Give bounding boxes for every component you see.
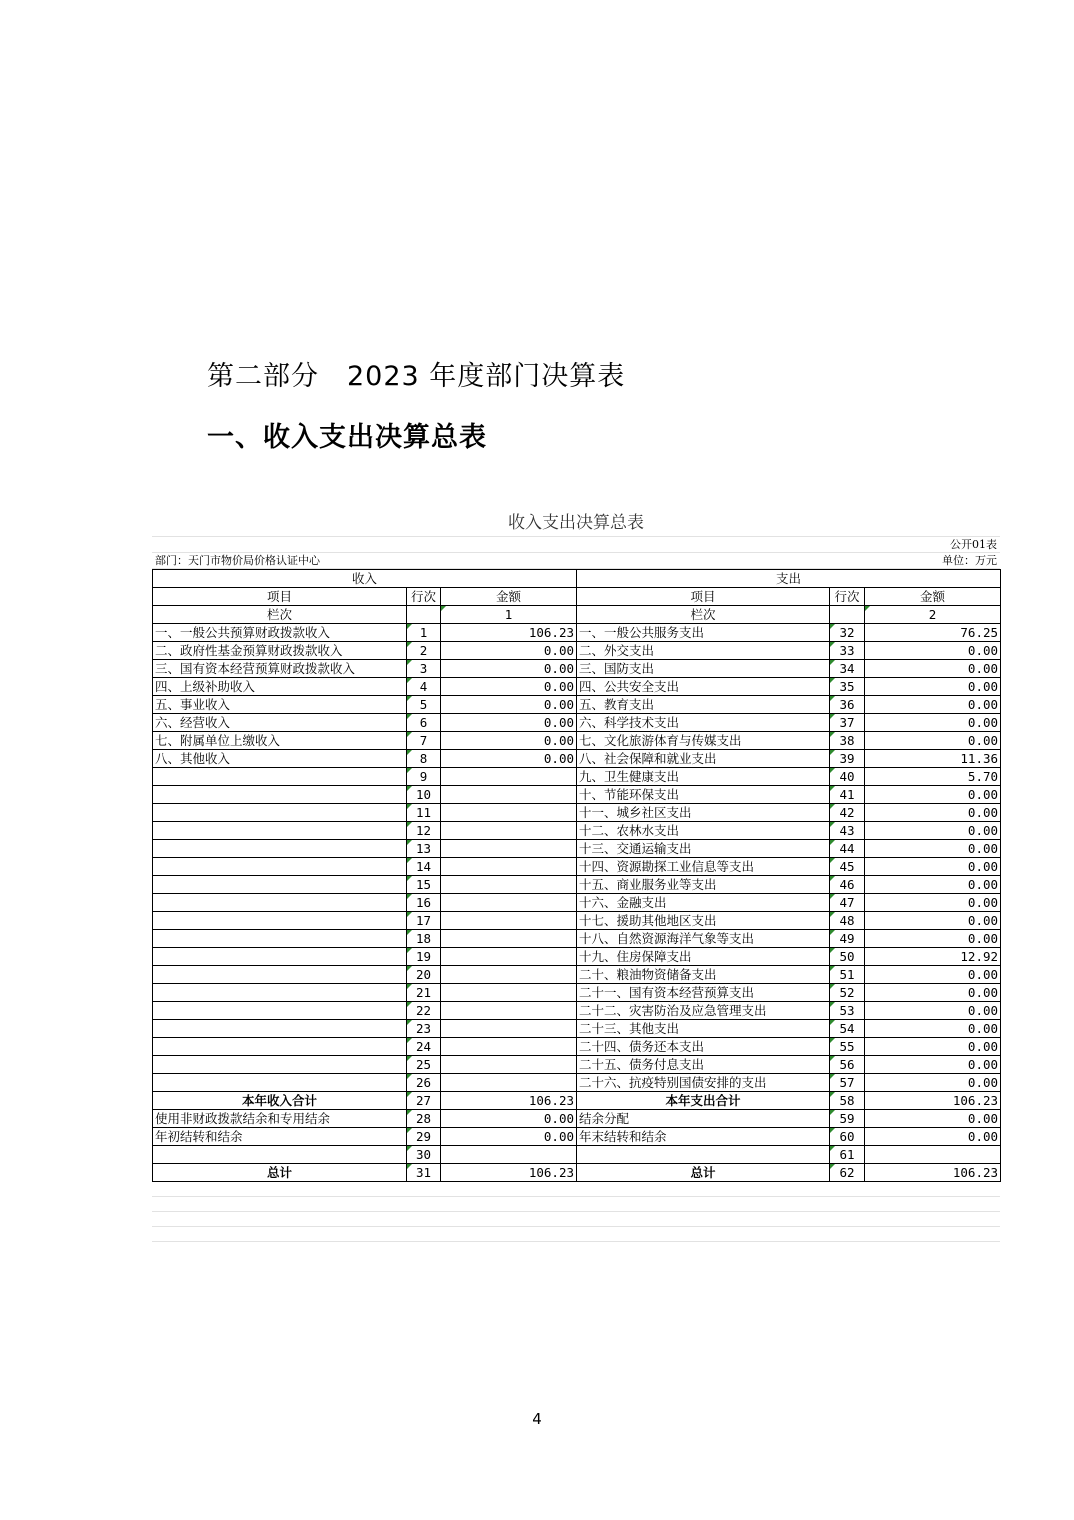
income-row-number: 5 <box>407 696 441 714</box>
expense-row-number: 38 <box>830 732 865 750</box>
income-item <box>153 768 407 786</box>
table-row <box>153 840 1001 858</box>
expense-amount: 0.00 <box>865 1002 1001 1020</box>
income-amount: 0.00 <box>441 642 577 660</box>
income-item <box>153 1020 407 1038</box>
income-item: 一、一般公共预算财政拨款收入 <box>153 624 407 642</box>
expense-row-number: 37 <box>830 714 865 732</box>
expense-item: 九、卫生健康支出 <box>577 768 830 786</box>
table-row <box>153 912 1001 930</box>
income-total-item: 总计 <box>153 1164 407 1182</box>
column-header-row <box>153 588 1001 606</box>
table-row <box>153 1002 1001 1020</box>
table-row <box>153 804 1001 822</box>
expense-row-number: 42 <box>830 804 865 822</box>
income-item: 七、附属单位上缴收入 <box>153 732 407 750</box>
income-row-number: 24 <box>407 1038 441 1056</box>
expense-item: 十八、自然资源海洋气象等支出 <box>577 930 830 948</box>
department-label: 部门：天门市物价局价格认证中心 <box>155 554 320 567</box>
income-amount: 106.23 <box>441 624 577 642</box>
expense-amount: 0.00 <box>865 1074 1001 1092</box>
expense-item: 二、外交支出 <box>577 642 830 660</box>
income-total-item <box>153 1146 407 1164</box>
income-index-blank <box>407 606 441 624</box>
table-row <box>153 822 1001 840</box>
expense-amount: 0.00 <box>865 894 1001 912</box>
expense-row-number: 41 <box>830 786 865 804</box>
income-row-number: 22 <box>407 1002 441 1020</box>
income-total-row-number: 28 <box>407 1110 441 1128</box>
expense-item: 十七、援助其他地区支出 <box>577 912 830 930</box>
income-amount: 0.00 <box>441 696 577 714</box>
expense-amount: 0.00 <box>865 858 1001 876</box>
expense-item: 二十五、债务付息支出 <box>577 1056 830 1074</box>
income-amount-header: 金额 <box>441 588 577 606</box>
income-row-number: 15 <box>407 876 441 894</box>
income-item <box>153 948 407 966</box>
expense-row-number: 55 <box>830 1038 865 1056</box>
expense-item: 十六、金融支出 <box>577 894 830 912</box>
expense-item: 二十一、国有资本经营预算支出 <box>577 984 830 1002</box>
income-total-amount <box>441 1146 577 1164</box>
table-heading: 一、收入支出决算总表 <box>207 422 487 453</box>
income-row-number: 9 <box>407 768 441 786</box>
expense-item: 十三、交通运输支出 <box>577 840 830 858</box>
expense-total-row-number: 58 <box>830 1092 865 1110</box>
income-amount <box>441 858 577 876</box>
income-row-header: 行次 <box>407 588 441 606</box>
expense-amount: 0.00 <box>865 642 1001 660</box>
expense-row-number: 46 <box>830 876 865 894</box>
income-item: 二、政府性基金预算财政拨款收入 <box>153 642 407 660</box>
income-item-header: 项目 <box>153 588 407 606</box>
expense-amount: 0.00 <box>865 678 1001 696</box>
income-amount <box>441 948 577 966</box>
expense-total-row-number: 61 <box>830 1146 865 1164</box>
expense-row-number: 54 <box>830 1020 865 1038</box>
table-row <box>153 858 1001 876</box>
expense-amount: 0.00 <box>865 966 1001 984</box>
expense-row-number: 40 <box>830 768 865 786</box>
income-item: 三、国有资本经营预算财政拨款收入 <box>153 660 407 678</box>
expense-amount: 0.00 <box>865 822 1001 840</box>
income-amount <box>441 912 577 930</box>
expense-row-number: 48 <box>830 912 865 930</box>
income-item <box>153 822 407 840</box>
income-item: 五、事业收入 <box>153 696 407 714</box>
income-amount <box>441 804 577 822</box>
expense-row-number: 35 <box>830 678 865 696</box>
expense-item: 四、公共安全支出 <box>577 678 830 696</box>
sheet-title: 收入支出决算总表 <box>152 510 1000 537</box>
expense-amount: 0.00 <box>865 804 1001 822</box>
table-row <box>153 678 1001 696</box>
income-total-amount: 0.00 <box>441 1110 577 1128</box>
income-row-number: 21 <box>407 984 441 1002</box>
income-amount: 0.00 <box>441 732 577 750</box>
expense-index-value: 2 <box>865 606 1001 624</box>
expense-item-header: 项目 <box>577 588 830 606</box>
expense-row-number: 47 <box>830 894 865 912</box>
income-amount <box>441 930 577 948</box>
expense-row-number: 43 <box>830 822 865 840</box>
expense-amount: 0.00 <box>865 876 1001 894</box>
income-item <box>153 840 407 858</box>
income-row-number: 6 <box>407 714 441 732</box>
income-amount <box>441 1038 577 1056</box>
expense-total-item <box>577 1146 830 1164</box>
expense-amount: 5.70 <box>865 768 1001 786</box>
expense-row-number: 32 <box>830 624 865 642</box>
income-row-number: 26 <box>407 1074 441 1092</box>
income-total-item: 年初结转和结余 <box>153 1128 407 1146</box>
income-row-number: 12 <box>407 822 441 840</box>
income-row-number: 3 <box>407 660 441 678</box>
expense-row-number: 45 <box>830 858 865 876</box>
income-amount: 0.00 <box>441 750 577 768</box>
expense-item: 十九、住房保障支出 <box>577 948 830 966</box>
income-amount <box>441 840 577 858</box>
expense-amount: 0.00 <box>865 1038 1001 1056</box>
expense-amount: 0.00 <box>865 660 1001 678</box>
empty-grid-row <box>152 1227 1000 1242</box>
income-total-row-number: 27 <box>407 1092 441 1110</box>
income-item <box>153 858 407 876</box>
spreadsheet <box>152 510 1000 1242</box>
expense-total-row-number: 59 <box>830 1110 865 1128</box>
income-amount <box>441 1074 577 1092</box>
income-row-number: 13 <box>407 840 441 858</box>
income-row-number: 18 <box>407 930 441 948</box>
expense-row-number: 44 <box>830 840 865 858</box>
expense-row-number: 36 <box>830 696 865 714</box>
table-row <box>153 750 1001 768</box>
expense-row-number: 57 <box>830 1074 865 1092</box>
income-item <box>153 1056 407 1074</box>
table-row <box>153 1020 1001 1038</box>
expense-amount: 0.00 <box>865 1056 1001 1074</box>
income-amount <box>441 1056 577 1074</box>
table-row <box>153 660 1001 678</box>
table-row <box>153 624 1001 642</box>
expense-amount: 11.36 <box>865 750 1001 768</box>
table-row <box>153 714 1001 732</box>
expense-item: 十四、资源勘探工业信息等支出 <box>577 858 830 876</box>
expense-total-amount: 106.23 <box>865 1164 1001 1182</box>
income-item <box>153 804 407 822</box>
expense-total-item: 本年支出合计 <box>577 1092 830 1110</box>
expense-item: 一、一般公共服务支出 <box>577 624 830 642</box>
income-total-amount: 106.23 <box>441 1092 577 1110</box>
expense-item: 七、文化旅游体育与传媒支出 <box>577 732 830 750</box>
expense-row-number: 49 <box>830 930 865 948</box>
expense-total-row-number: 60 <box>830 1128 865 1146</box>
income-item <box>153 984 407 1002</box>
expense-row-number: 33 <box>830 642 865 660</box>
income-row-number: 8 <box>407 750 441 768</box>
form-code: 公开01表 <box>950 538 997 551</box>
expense-item: 二十二、灾害防治及应急管理支出 <box>577 1002 830 1020</box>
income-item: 八、其他收入 <box>153 750 407 768</box>
income-total-amount: 0.00 <box>441 1128 577 1146</box>
expense-row-number: 51 <box>830 966 865 984</box>
expense-total-amount <box>865 1146 1001 1164</box>
expense-amount: 0.00 <box>865 930 1001 948</box>
income-item <box>153 930 407 948</box>
income-row-number: 19 <box>407 948 441 966</box>
income-row-number: 1 <box>407 624 441 642</box>
total-row <box>153 1164 1001 1182</box>
page-number: 4 <box>532 1410 542 1428</box>
expense-amount: 0.00 <box>865 696 1001 714</box>
expense-amount: 0.00 <box>865 840 1001 858</box>
table-row <box>153 1074 1001 1092</box>
income-row-number: 14 <box>407 858 441 876</box>
income-amount <box>441 876 577 894</box>
income-index-value: 1 <box>441 606 577 624</box>
section-header-row <box>153 570 1001 588</box>
form-code-row <box>152 537 1000 553</box>
empty-grid-row <box>152 1197 1000 1212</box>
income-row-number: 16 <box>407 894 441 912</box>
income-item <box>153 966 407 984</box>
table-row <box>153 894 1001 912</box>
total-row <box>153 1092 1001 1110</box>
expense-total-amount: 106.23 <box>865 1092 1001 1110</box>
income-total-row-number: 29 <box>407 1128 441 1146</box>
expense-item: 二十、粮油物资储备支出 <box>577 966 830 984</box>
table-row <box>153 876 1001 894</box>
expense-item: 十、节能环保支出 <box>577 786 830 804</box>
income-header: 收入 <box>153 570 577 588</box>
income-item <box>153 1074 407 1092</box>
table-row <box>153 966 1001 984</box>
income-row-number: 10 <box>407 786 441 804</box>
expense-item: 十二、农林水支出 <box>577 822 830 840</box>
table-row <box>153 984 1001 1002</box>
income-amount: 0.00 <box>441 678 577 696</box>
department-row <box>152 553 1000 569</box>
empty-grid-row <box>152 1212 1000 1227</box>
income-item <box>153 876 407 894</box>
total-row <box>153 1110 1001 1128</box>
expense-item: 三、国防支出 <box>577 660 830 678</box>
expense-item: 八、社会保障和就业支出 <box>577 750 830 768</box>
income-row-number: 20 <box>407 966 441 984</box>
expense-amount-header: 金额 <box>865 588 1001 606</box>
income-amount <box>441 822 577 840</box>
expense-item: 六、科学技术支出 <box>577 714 830 732</box>
expense-item: 十一、城乡社区支出 <box>577 804 830 822</box>
total-row <box>153 1146 1001 1164</box>
expense-total-item: 总计 <box>577 1164 830 1182</box>
expense-amount: 12.92 <box>865 948 1001 966</box>
income-amount <box>441 984 577 1002</box>
income-total-amount: 106.23 <box>441 1164 577 1182</box>
column-index-row <box>153 606 1001 624</box>
income-index-label: 栏次 <box>153 606 407 624</box>
table-row <box>153 786 1001 804</box>
expense-header: 支出 <box>577 570 1001 588</box>
income-item <box>153 1038 407 1056</box>
income-row-number: 2 <box>407 642 441 660</box>
expense-amount: 0.00 <box>865 786 1001 804</box>
expense-amount: 76.25 <box>865 624 1001 642</box>
income-amount <box>441 966 577 984</box>
empty-grid-row <box>152 1182 1000 1197</box>
expense-amount: 0.00 <box>865 732 1001 750</box>
income-item <box>153 786 407 804</box>
expense-item: 十五、商业服务业等支出 <box>577 876 830 894</box>
expense-amount: 0.00 <box>865 714 1001 732</box>
income-item <box>153 1002 407 1020</box>
expense-item: 二十三、其他支出 <box>577 1020 830 1038</box>
income-amount: 0.00 <box>441 714 577 732</box>
expense-amount: 0.00 <box>865 984 1001 1002</box>
expense-row-number: 53 <box>830 1002 865 1020</box>
income-total-row-number: 30 <box>407 1146 441 1164</box>
table-row <box>153 1056 1001 1074</box>
table-row <box>153 948 1001 966</box>
budget-table <box>152 569 1001 1182</box>
expense-row-number: 50 <box>830 948 865 966</box>
expense-item: 二十六、抗疫特别国债安排的支出 <box>577 1074 830 1092</box>
expense-index-blank <box>830 606 865 624</box>
section-heading: 第二部分 2023 年度部门决算表 <box>207 361 626 392</box>
table-row <box>153 768 1001 786</box>
expense-row-number: 56 <box>830 1056 865 1074</box>
income-row-number: 23 <box>407 1020 441 1038</box>
income-total-row-number: 31 <box>407 1164 441 1182</box>
table-row <box>153 642 1001 660</box>
expense-total-amount: 0.00 <box>865 1110 1001 1128</box>
expense-row-number: 34 <box>830 660 865 678</box>
expense-total-item: 结余分配 <box>577 1110 830 1128</box>
income-amount <box>441 1002 577 1020</box>
table-row <box>153 930 1001 948</box>
table-row <box>153 696 1001 714</box>
income-item <box>153 912 407 930</box>
income-amount: 0.00 <box>441 660 577 678</box>
income-item: 六、经营收入 <box>153 714 407 732</box>
table-row <box>153 732 1001 750</box>
income-row-number: 11 <box>407 804 441 822</box>
expense-item: 二十四、债务还本支出 <box>577 1038 830 1056</box>
expense-row-number: 39 <box>830 750 865 768</box>
income-row-number: 4 <box>407 678 441 696</box>
expense-index-label: 栏次 <box>577 606 830 624</box>
income-row-number: 7 <box>407 732 441 750</box>
expense-amount: 0.00 <box>865 912 1001 930</box>
income-total-item: 本年收入合计 <box>153 1092 407 1110</box>
expense-row-header: 行次 <box>830 588 865 606</box>
table-row <box>153 1038 1001 1056</box>
expense-row-number: 52 <box>830 984 865 1002</box>
income-item <box>153 894 407 912</box>
income-row-number: 25 <box>407 1056 441 1074</box>
income-row-number: 17 <box>407 912 441 930</box>
total-row <box>153 1128 1001 1146</box>
expense-total-row-number: 62 <box>830 1164 865 1182</box>
income-amount <box>441 786 577 804</box>
expense-item: 五、教育支出 <box>577 696 830 714</box>
income-item: 四、上级补助收入 <box>153 678 407 696</box>
income-amount <box>441 768 577 786</box>
income-amount <box>441 1020 577 1038</box>
unit-label: 单位：万元 <box>942 554 997 567</box>
income-amount <box>441 894 577 912</box>
expense-amount: 0.00 <box>865 1020 1001 1038</box>
expense-total-item: 年末结转和结余 <box>577 1128 830 1146</box>
expense-total-amount: 0.00 <box>865 1128 1001 1146</box>
income-total-item: 使用非财政拨款结余和专用结余 <box>153 1110 407 1128</box>
